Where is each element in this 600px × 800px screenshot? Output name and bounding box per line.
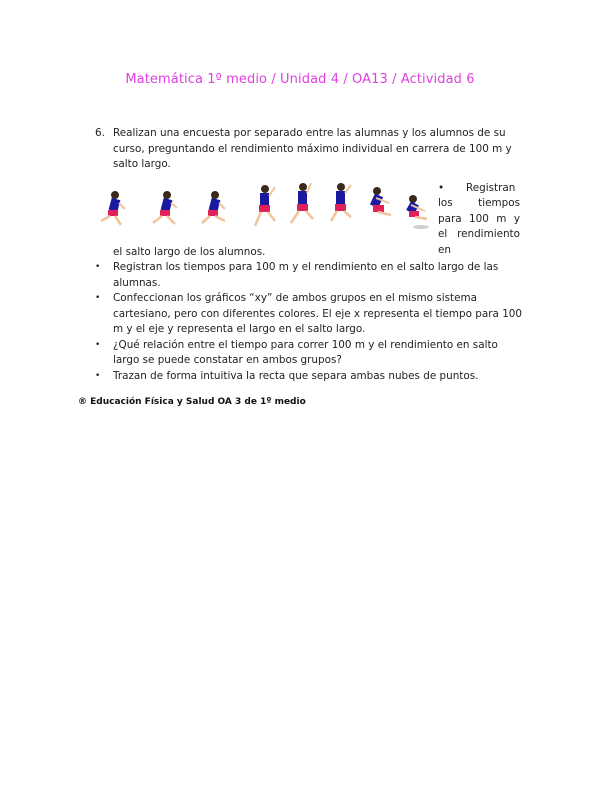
list-item: [95, 369, 525, 385]
bullet-dot: •: [95, 262, 101, 272]
list-item-text: Confeccionan los gráficos “xy” de ambos grupos en el mismo sistema cartesiano, pero con diferentes colores. El eje x representa el tiempo para 100 m y el eje y representa el largo en el salto largo.: [113, 292, 523, 335]
long-jump-sequence-icon: [95, 183, 435, 243]
runner-figure-1: [101, 191, 125, 225]
side-bullet-text: Registran los tiempos para 100 m y el rendimiento en: [438, 181, 520, 256]
list-item-text: Trazan de forma intuitiva la recta que separa ambas nubes de puntos.: [113, 369, 479, 382]
list-item-text: Registran los tiempos para 100 m y el rendimiento en el salto largo de las alumnas.: [113, 261, 499, 289]
list-item: [95, 338, 525, 369]
jumper-landing-figure: [406, 195, 429, 229]
runner-figure-2: [153, 191, 177, 224]
bullet-list: [95, 260, 525, 384]
activity-intro: Realizan una encuesta por separado entre las alumnas y los alumnos de su curso, preguntando el rendimiento máximo individual en carrera de 100 m y salto largo.: [113, 127, 512, 170]
footer-credit: ® Educación Física y Salud OA 3 de 1º medio: [78, 397, 306, 407]
list-item-text: ¿Qué relación entre el tiempo para correr 100 m y el rendimiento en salto largo se puede constatar en ambos grupos?: [113, 338, 498, 366]
list-item: [95, 260, 525, 291]
bullet-dot: •: [438, 181, 445, 194]
bullet-dot: •: [95, 293, 101, 303]
list-item: [95, 291, 525, 338]
activity-content: [95, 126, 525, 384]
activity-item: [95, 126, 525, 173]
bullet-dot: •: [95, 339, 101, 350]
runner-figure-3: [202, 191, 225, 223]
jumper-flight-figure-3: [370, 187, 391, 215]
jumper-flight-figure-2: [331, 183, 351, 221]
jumper-takeoff-figure: [255, 185, 275, 226]
jumper-flight-figure-1: [291, 183, 313, 223]
side-bullet-item: [438, 181, 520, 259]
page-title: Matemática 1º medio / Unidad 4 / OA13 / Actividad 6: [125, 72, 475, 87]
activity-number: 6.: [95, 127, 105, 139]
side-bullet-continuation: el salto largo de los alumnos.: [113, 245, 266, 258]
bullet-dot: •: [95, 370, 101, 381]
